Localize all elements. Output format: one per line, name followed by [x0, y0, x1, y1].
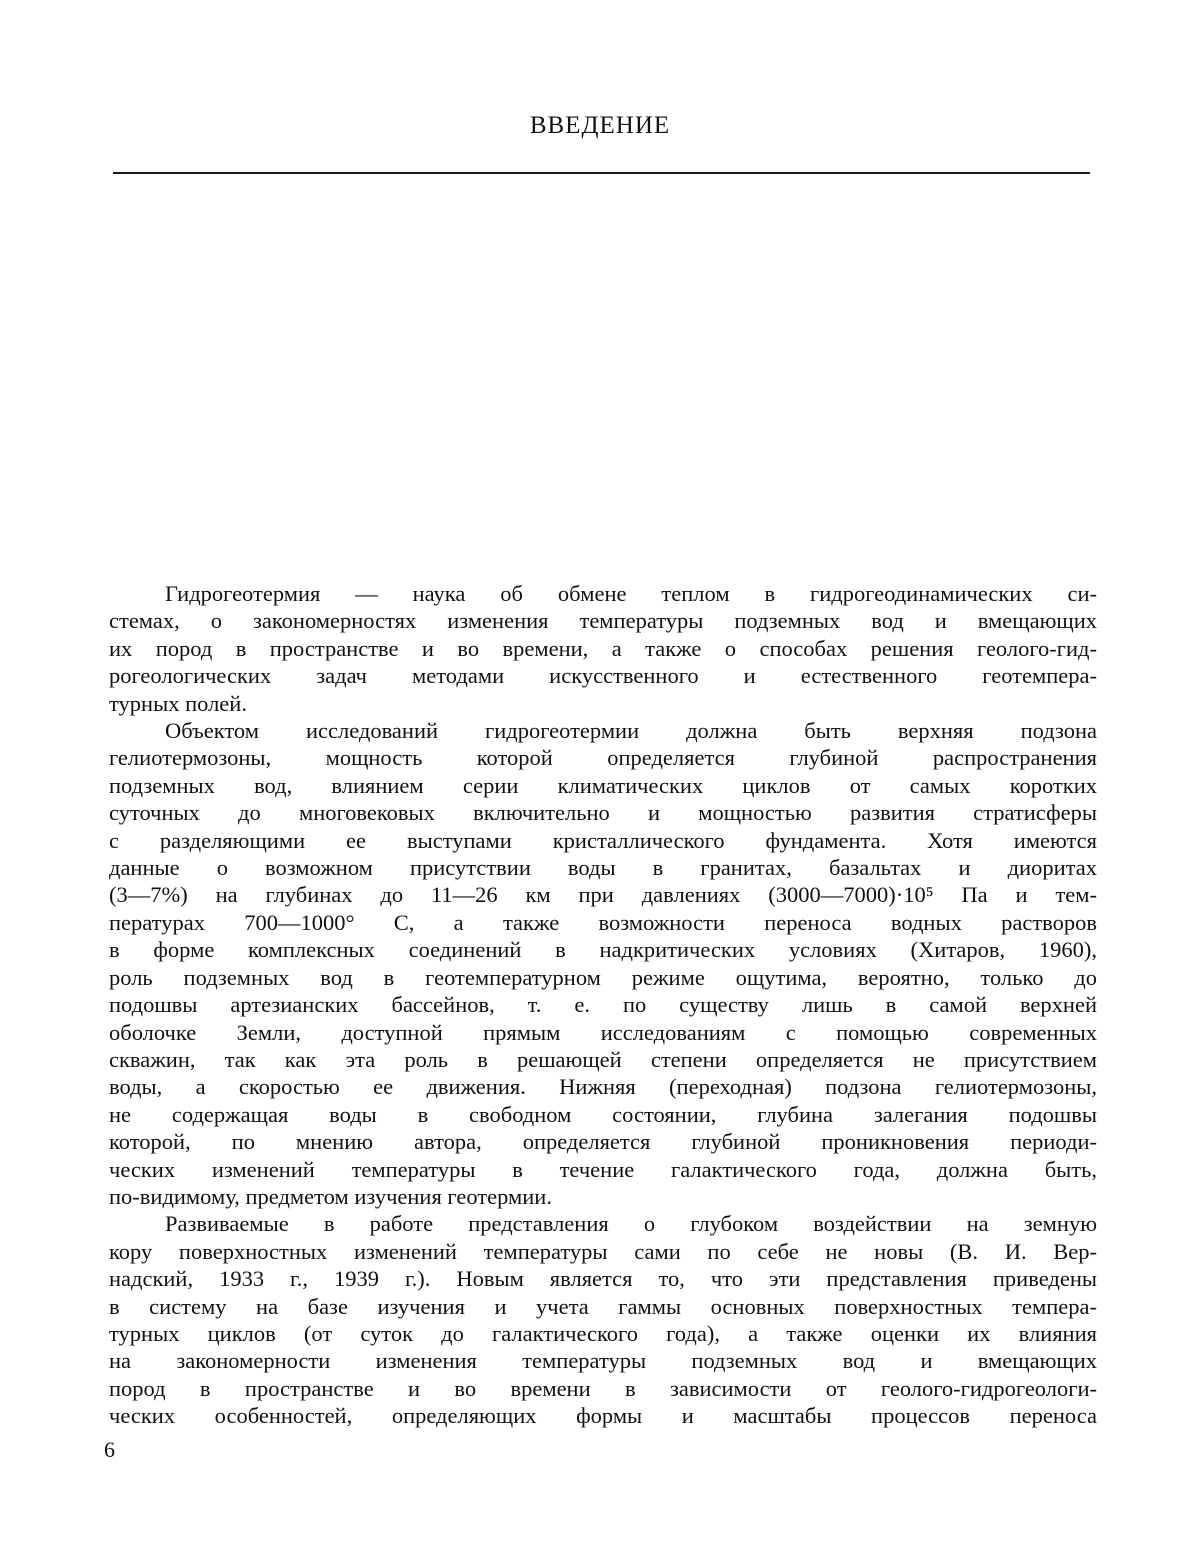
text-line: их пород в пространстве и во времени, а также о способах решения геолого-гид- — [109, 635, 1097, 662]
text-line: надский, 1933 г., 1939 г.). Новым является то, что эти представления приведены — [109, 1265, 1097, 1292]
text-line: по-видимому, предметом изучения геотермии. — [109, 1183, 1097, 1210]
text-line: в форме комплексных соединений в надкритических условиях (Хитаров, 1960), — [109, 936, 1097, 963]
text-line: турных полей. — [109, 690, 1097, 717]
page-title: ВВЕДЕНИЕ — [0, 112, 1200, 140]
text-line: пород в пространстве и во времени в зависимости от геолого-гидрогеологи- — [109, 1375, 1097, 1402]
text-line: стемах, о закономерностях изменения температуры подземных вод и вмещающих — [109, 607, 1097, 634]
text-line: воды, а скоростью ее движения. Нижняя (переходная) подзона гелиотермозоны, — [109, 1073, 1097, 1100]
text-line: Гидрогеотермия — наука об обмене теплом в гидрогеодинамических си- — [109, 580, 1097, 607]
text-line: пературах 700—1000° С, а также возможности переноса водных растворов — [109, 909, 1097, 936]
text-line: ческих особенностей, определяющих формы и масштабы процессов переноса — [109, 1402, 1097, 1429]
text-line: Развиваемые в работе представления о глубоком воздействии на земную — [109, 1210, 1097, 1237]
text-line: данные о возможном присутствии воды в гранитах, базальтах и диоритах — [109, 854, 1097, 881]
text-line: (3—7%) на глубинах до 11—26 км при давлениях (3000—7000)·10⁵ Па и тем- — [109, 881, 1097, 908]
text-line: с разделяющими ее выступами кристаллического фундамента. Хотя имеются — [109, 827, 1097, 854]
text-line: на закономерности изменения температуры подземных вод и вмещающих — [109, 1347, 1097, 1374]
text-line: подземных вод, влиянием серии климатических циклов от самых коротких — [109, 772, 1097, 799]
page-number: 6 — [104, 1437, 115, 1463]
text-line: ческих изменений температуры в течение галактического года, должна быть, — [109, 1156, 1097, 1183]
text-line: роль подземных вод в геотемпературном режиме ощутима, вероятно, только до — [109, 964, 1097, 991]
title-rule — [113, 172, 1090, 174]
text-line: подошвы артезианских бассейнов, т. е. по существу лишь в самой верхней — [109, 991, 1097, 1018]
text-line: гелиотермозоны, мощность которой определяется глубиной распространения — [109, 744, 1097, 771]
text-line: суточных до многовековых включительно и мощностью развития стратисферы — [109, 799, 1097, 826]
text-line: Объектом исследований гидрогеотермии должна быть верхняя подзона — [109, 717, 1097, 744]
text-line: кору поверхностных изменений температуры сами по себе не новы (В. И. Вер- — [109, 1238, 1097, 1265]
text-line: в систему на базе изучения и учета гаммы основных поверхностных темпера- — [109, 1293, 1097, 1320]
paragraph-3 — [109, 1210, 1097, 1429]
text-line: рогеологических задач методами искусственного и естественного геотемпера- — [109, 662, 1097, 689]
body-text — [109, 580, 1097, 1430]
text-line: оболочке Земли, доступной прямым исследованиям с помощью современных — [109, 1019, 1097, 1046]
text-line: скважин, так как эта роль в решающей степени определяется не присутствием — [109, 1046, 1097, 1073]
text-line: которой, по мнению автора, определяется глубиной проникновения периоди- — [109, 1128, 1097, 1155]
text-line: не содержащая воды в свободном состоянии, глубина залегания подошвы — [109, 1101, 1097, 1128]
paragraph-2 — [109, 717, 1097, 1210]
text-line: турных циклов (от суток до галактического года), а также оценки их влияния — [109, 1320, 1097, 1347]
paragraph-1 — [109, 580, 1097, 717]
